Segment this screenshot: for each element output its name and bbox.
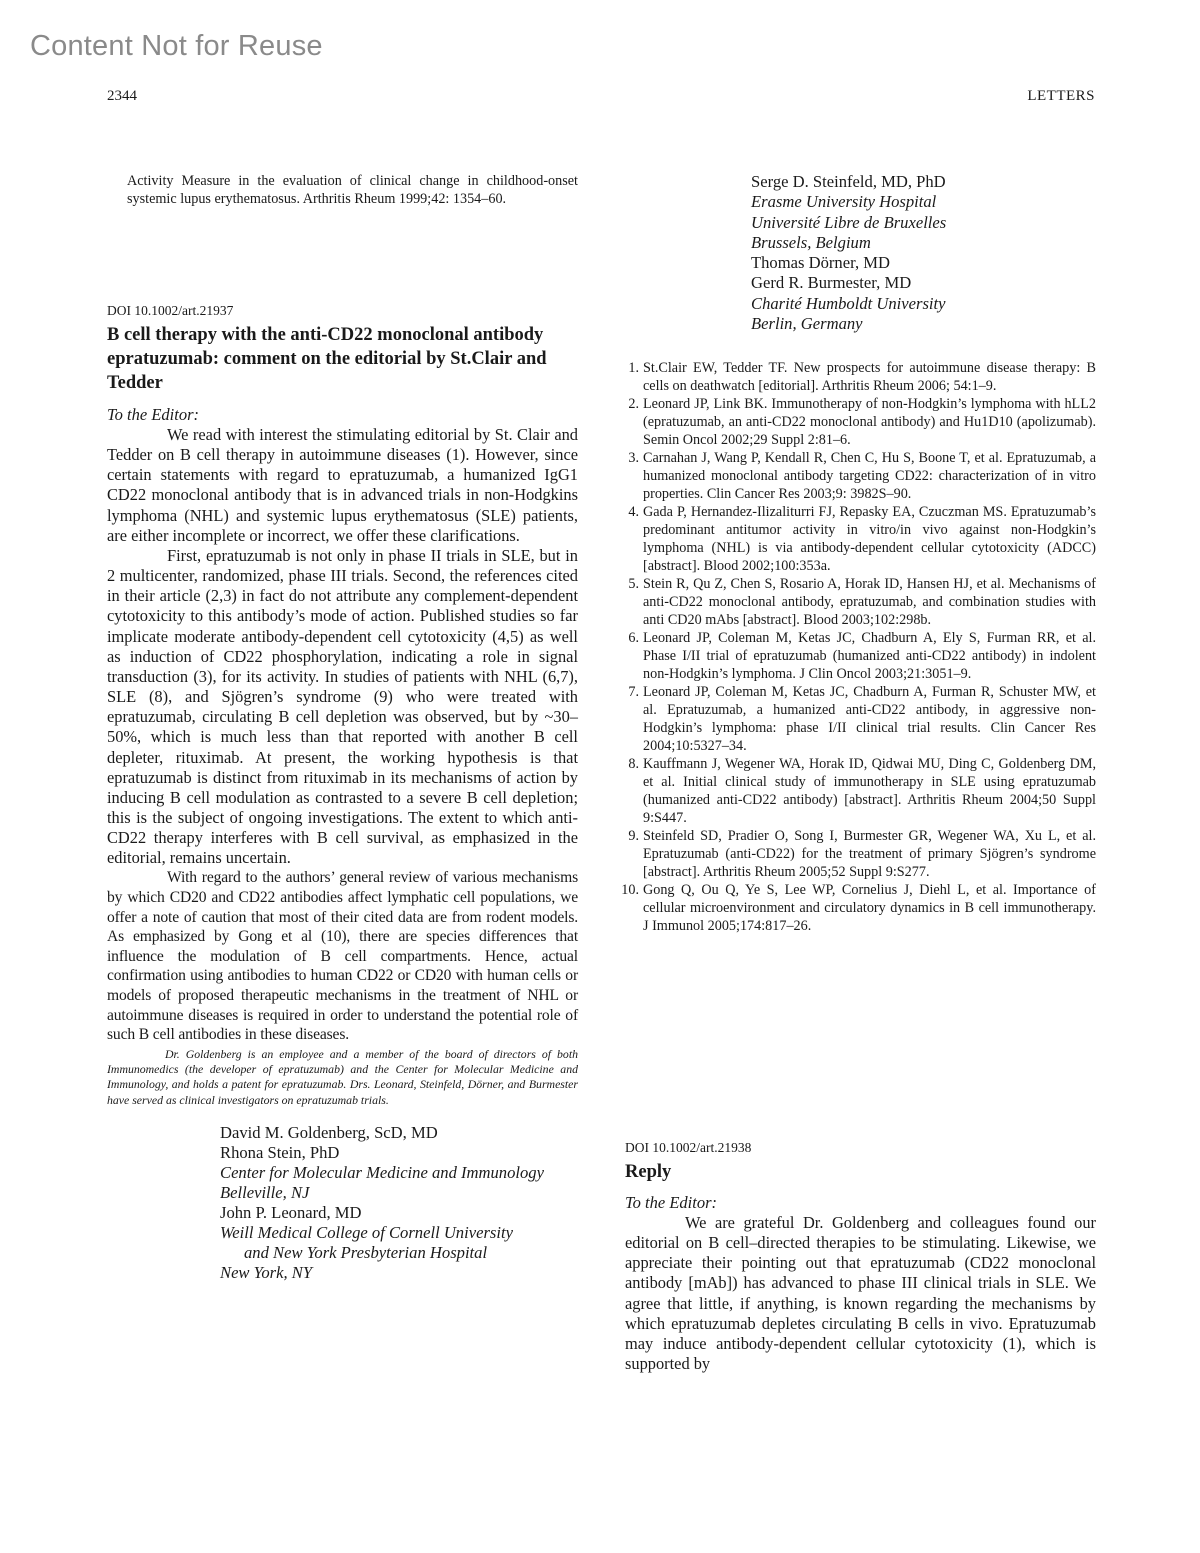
reference-text: Carnahan J, Wang P, Kendall R, Chen C, Hu S, Boone T, et al. Epratuzumab, a humanized monoclonal antibody targeting CD22: characterization of in vitro properties. Clin Cancer Res 2003;9: 3982S–90. bbox=[643, 450, 1096, 502]
affiliation-line: Center for Molecular Medicine and Immunology bbox=[220, 1162, 544, 1182]
reference-number: 6. bbox=[628, 630, 639, 646]
reference-text: Gong Q, Ou Q, Ye S, Lee WP, Cornelius J, Diehl L, et al. Importance of cellular microenvironment and circulatory dynamics in B cell immunotherapy. J Immunol 2005;174:817–26. bbox=[643, 882, 1096, 934]
letter-paragraph-3: With regard to the authors’ general review of various mechanisms by which CD20 and CD22 antibodies affect lymphatic cell populations, we offer a note of caution that most of their cited data are from rodent models. As emphasized by Gong et al (10), there are species differences that influence the modulation of B cell compartments. Hence, actual confirmation using antibodies to human CD22 or CD20 with human cells or models of proposed therapeutic mechanisms in the treatment of NHL or autoimmune diseases is required in order to understand the potential role of such B cell antibodies in these diseases. bbox=[107, 869, 578, 1044]
reference-text: Leonard JP, Link BK. Immunotherapy of non-Hodgkin’s lymphoma with hLL2 (epratuzumab, an anti-CD22 monoclonal antibody) and Hu1D10 (apolizumab). Semin Oncol 2002;29 Suppl 2:81–6. bbox=[643, 396, 1096, 448]
reply-doi: DOI 10.1002/art.21938 bbox=[625, 1140, 752, 1155]
reply-title: Reply bbox=[625, 1162, 672, 1182]
letter-doi: DOI 10.1002/art.21937 bbox=[107, 303, 234, 318]
reference-item bbox=[625, 575, 1096, 629]
letter-paragraph-1: We read with interest the stimulating editorial by St. Clair and Tedder on B cell therapy in autoimmune diseases (1). However, since certain statements with regard to epratuzumab, a humanized IgG1 CD22 monoclonal antibody that is in advanced trials in non-Hodgkins lymphoma (NHL) and systemic lupus erythematosus (SLE) patients, are either incomplete or incorrect, we offer these clarifications. bbox=[107, 425, 578, 545]
affiliation-line: Weill Medical College of Cornell University bbox=[220, 1222, 513, 1242]
affiliation-line: Berlin, Germany bbox=[751, 314, 863, 334]
letter-paragraph-2: First, epratuzumab is not only in phase II trials in SLE, but in 2 multicenter, randomized, phase III trials. Second, the references cited in their article (2,3) in fact do not attribute any complement-dependent cytotoxicity to this antibody’s mode of action. Published studies so far implicate moderate antibody-dependent cell cytotoxicity (4,5) as well as induction of CD22 phosphorylation, indicating a role in signal transduction (3), for its activity. In studies of patients with NHL (6,7), SLE (8), and Sjögren’s syndrome (9) who were treated with epratuzumab, circulating B cell depletion was observed, but by ~30–50%, which is much less than that reported with another B cell depleter, rituximab. At present, the working hypothesis is that epratuzumab is distinct from rituximab in its mechanisms of action by inducing B cell modulation as contrasted to a severe B cell depletion; this is the subject of ongoing investigations. The extent to which anti-CD22 therapy interferes with B cell survival, as emphasized in the editorial, remains uncertain. bbox=[107, 545, 578, 868]
affiliation-line: and New York Presbyterian Hospital bbox=[244, 1242, 488, 1262]
letter-title: B cell therapy with the anti-CD22 monoclonal antibody epratuzumab: comment on the editorial by St.Clair and Tedder bbox=[107, 325, 547, 393]
reference-item bbox=[625, 629, 1096, 683]
watermark: Content Not for Reuse bbox=[30, 30, 323, 62]
reference-number: 3. bbox=[628, 450, 639, 466]
reference-item bbox=[625, 683, 1096, 755]
author-line: Gerd R. Burmester, MD bbox=[751, 273, 912, 293]
affiliation-line: Belleville, NJ bbox=[220, 1182, 310, 1202]
reply-paragraph: We are grateful Dr. Goldenberg and colleagues found our editorial on B cell–directed therapies to be stimulating. Likewise, we appreciate their pointing out that epratuzumab (CD22 monoclonal antibody [mAb]) has advanced to phase III clinical trials in SLE. We agree that little, if anything, is known regarding the mechanisms by which epratuzumab depletes circulating B cells in vivo. Epratuzumab may induce antibody-dependent cellular cytotoxicity (1), which is supported by bbox=[625, 1213, 1096, 1374]
author-line: Rhona Stein, PhD bbox=[220, 1142, 340, 1162]
section-label: LETTERS bbox=[1027, 88, 1095, 104]
reference-text: Leonard JP, Coleman M, Ketas JC, Chadburn A, Furman R, Schuster MW, et al. Epratuzumab, a humanized anti-CD22 antibody, in aggressive non-Hodgkin’s lymphoma: phase I/II clinical trial results. Clin Cancer Res 2004;10:5327–34. bbox=[643, 684, 1096, 754]
reference-text: Leonard JP, Coleman M, Ketas JC, Chadburn A, Ely S, Furman RR, et al. Phase I/II trial of epratuzumab (humanized anti-CD22 antibody) in indolent non-Hodgkin’s lymphoma. J Clin Oncol 2003;21:3051–9. bbox=[643, 630, 1096, 682]
reference-item bbox=[625, 395, 1096, 449]
reference-number: 2. bbox=[628, 396, 639, 412]
reference-item bbox=[625, 359, 1096, 395]
reference-list bbox=[621, 359, 1096, 935]
reference-item bbox=[625, 449, 1096, 503]
reference-text: Steinfeld SD, Pradier O, Song I, Burmester GR, Wegener WA, Xu L, et al. Epratuzumab (anti-CD22) for the treatment of primary Sjögren’s syndrome [abstract]. Arthritis Rheum 2005;52 Suppl 9:S277. bbox=[643, 828, 1096, 880]
reference-text: Gada P, Hernandez-Ilizaliturri FJ, Repasky EA, Czuczman MS. Epratuzumab’s predominant antitumor activity in vitro/in vivo against non-Hodgkin’s lymphoma (NHL) is via antibody-dependent cellular cytotoxicity (ADCC) [abstract]. Blood 2002;100:353a. bbox=[643, 504, 1096, 574]
author-line: Serge D. Steinfeld, MD, PhD bbox=[751, 172, 946, 191]
reference-item bbox=[621, 881, 1096, 935]
affiliation-line: Erasme University Hospital bbox=[751, 192, 937, 212]
affiliation-line: Université Libre de Bruxelles bbox=[751, 212, 947, 232]
conflict-disclosure: Dr. Goldenberg is an employee and a member of the board of directors of both Immunomedics (the developer of epratuzumab) and the Center for Molecular Medicine and Immunology, and holds a patent for epratuzumab. Drs. Leonard, Steinfeld, Dörner, and Burmester have served as clinical investigators on epratuzumab trials. bbox=[107, 1046, 578, 1107]
reference-item bbox=[625, 827, 1096, 881]
reference-number: 8. bbox=[628, 756, 639, 772]
author-block-right bbox=[751, 172, 946, 334]
reference-text: Kauffmann J, Wegener WA, Horak ID, Qidwai MU, Ding C, Goldenberg DM, et al. Initial clinical study of immunotherapy in SLE using epratuzumab (humanized anti-CD22 antibody) [abstract]. Arthritis Rheum 2004;50 Suppl 9:S447. bbox=[643, 756, 1096, 826]
reference-item bbox=[625, 503, 1096, 575]
letter-column bbox=[107, 303, 578, 1283]
author-line: David M. Goldenberg, ScD, MD bbox=[220, 1122, 438, 1142]
affiliation-line: Charité Humboldt University bbox=[751, 293, 946, 313]
reply-section bbox=[625, 1140, 1096, 1374]
reference-number: 9. bbox=[628, 828, 639, 844]
page-number: 2344 bbox=[107, 88, 137, 104]
author-block-left bbox=[220, 1123, 578, 1283]
reference-text: Stein R, Qu Z, Chen S, Rosario A, Horak ID, Hansen HJ, et al. Mechanisms of anti-CD22 monoclonal antibody, epratuzumab, and combination studies with anti CD20 mAbs [abstract]. Blood 2003;102:298b. bbox=[643, 576, 1096, 628]
reference-number: 10. bbox=[621, 882, 639, 898]
reference-item bbox=[625, 755, 1096, 827]
author-line: John P. Leonard, MD bbox=[220, 1202, 362, 1222]
previous-reference-tail: Activity Measure in the evaluation of clinical change in childhood-onset systemic lupus erythematosus. Arthritis Rheum 1999;42: 1354–60. bbox=[127, 173, 578, 207]
reference-number: 1. bbox=[628, 360, 639, 376]
affiliation-line: New York, NY bbox=[220, 1262, 313, 1282]
reference-number: 7. bbox=[628, 684, 639, 700]
affiliation-line: Brussels, Belgium bbox=[751, 232, 871, 252]
reference-text: St.Clair EW, Tedder TF. New prospects for autoimmune disease therapy: B cells on deathwatch [editorial]. Arthritis Rheum 2006; 54:1–9. bbox=[643, 360, 1096, 394]
reference-number: 5. bbox=[628, 576, 639, 592]
letter-salutation: To the Editor: bbox=[107, 405, 199, 424]
author-line: Thomas Dörner, MD bbox=[751, 253, 890, 273]
reply-salutation: To the Editor: bbox=[625, 1193, 717, 1212]
reference-number: 4. bbox=[628, 504, 639, 520]
